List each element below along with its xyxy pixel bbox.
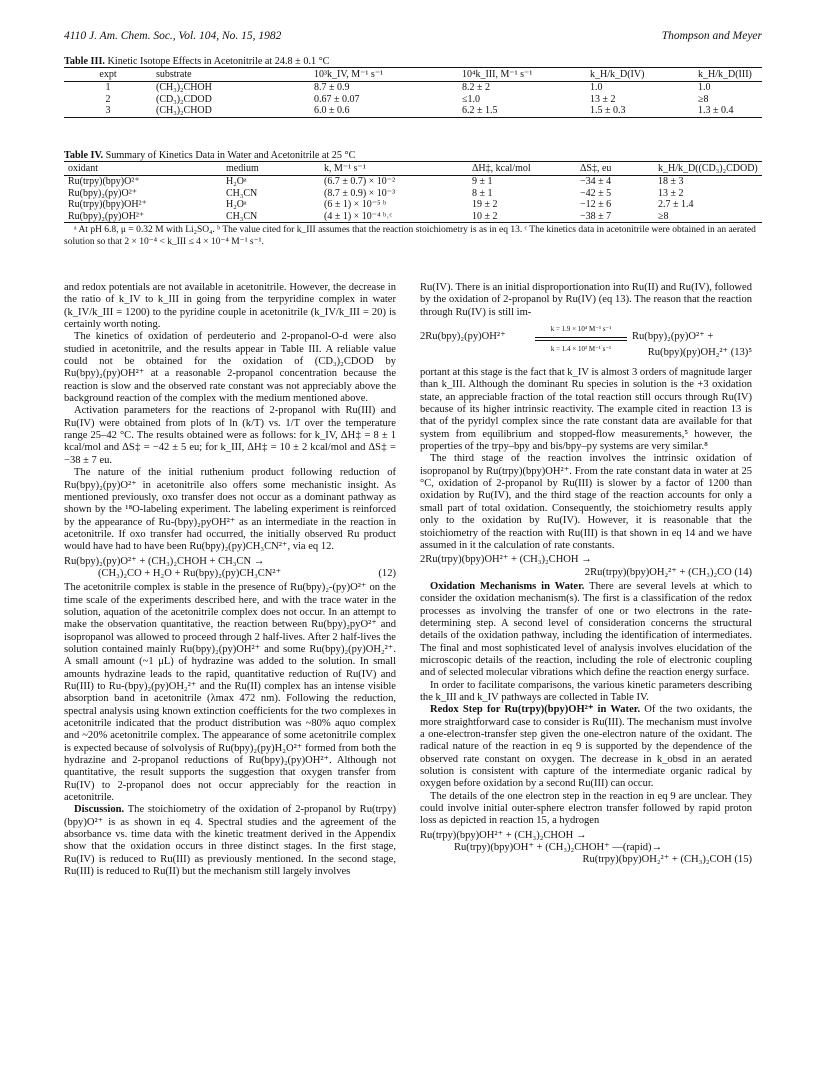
col-header: k_H/k_D(IV) (586, 68, 694, 82)
paragraph: The kinetics of oxidation of perdeuterio and 2-propanol-O-d were also studied in acetonitrile, and the results appear in Table III. A reliable value could not be obtained for the oxidation of (CD₃)₂CDOD by Ru(bpy)₂(py)OH²⁺ at a reasonable 2-propanol concentration because the reaction is slow and the observed rate constant was not appreciably above the background reaction of the complex with the medium mentioned above. (64, 331, 396, 405)
col-header: k_H/k_D(III) (694, 68, 762, 82)
col-header: k, M⁻¹ s⁻¹ (320, 162, 468, 176)
table-row: Ru(bpy)₂(py)OH²⁺ CH₃CN (4 ± 1) × 10⁻⁴ ᵇ˒ᶜ 10 ± 2 −38 ± 7 ≥8 (64, 211, 762, 223)
section-heading: Discussion. (74, 804, 125, 816)
equation-14: 2Ru(trpy)(bpy)OH²⁺ + (CH₃)₂CHOH → 2Ru(trpy)(bpy)OH₂²⁺ + (CH₃)₂CO (14) (420, 554, 752, 578)
equation-15: Ru(trpy)(bpy)OH²⁺ + (CH₃)₂CHOH → Ru(trpy)(bpy)OH⁺ + (CH₃)₂CHOH⁺ —(rapid)→ Ru(trpy)(bpy)OH₂²⁺ + (CH₃)₂COH (15) (420, 829, 752, 866)
paragraph: In order to facilitate comparisons, the various kinetic parameters describing the k_III and k_IV pathways are collected in Table IV. (420, 679, 752, 703)
section-heading: Redox Step for Ru(trpy)(bpy)OH²⁺ in Water. (430, 704, 641, 716)
paragraph: Oxidation Mechanisms in Water. There are several levels at which to consider the oxidation mechanism(s). The first is a classification of the redox processes as involving the transfer of one or two electrons in the rate-determining step. A second level of consideration concerns the structural details of the oxidation pathway, including the identification of intermediates. The final and most sophisticated level of analysis involves elucidation of the microscopic details of the reaction, including the role of electronic coupling and of selected molecular vibrations which define the reaction energy surface. (420, 580, 752, 679)
table-row: Ru(trpy)(bpy)O²⁺ H₂Oᵃ (6.7 ± 0.7) × 10⁻² 9 ± 1 −34 ± 4 18 ± 3 (68, 176, 684, 187)
col-header: expt (64, 68, 152, 82)
table-iv (64, 150, 762, 248)
table-row: Ru(bpy)₂(py)O²⁺ CH₃CN (8.7 ± 0.9) × 10⁻³ 8 ± 1 −42 ± 5 13 ± 2 (68, 187, 684, 199)
col-header: 10³k_IV, M⁻¹ s⁻¹ (310, 68, 458, 82)
paragraph: The nature of the initial ruthenium product following reduction of Ru(bpy)₂(py)O²⁺ in acetonitrile also offers some mechanistic insight. As mentioned previously, oxo transfer does not occur as a dominant pathway as shown by the ¹⁸O-labeling experiment. The labeling experiment is reinforced by the appearance of Ru-(bpy)₂pyOH²⁺ as an intermediate in the reaction in acetonitrile. If oxo transfer had occurred, the initially observed Ru product would have had to have been Ru(bpy)₂(py)CH₃CN²⁺, via eq 12. (64, 467, 396, 553)
paragraph: The details of the one electron step in the reaction in eq 9 are unclear. They could involve initial outer-sphere electron transfer followed by rapid proton loss as depicted in reaction 15, a hydrogen (420, 790, 752, 827)
paragraph: Redox Step for Ru(trpy)(bpy)OH²⁺ in Water. Of the two oxidants, the more straightforward case to consider is Ru(III). The mechanism must involve a one-electron-transfer step given the one-electron nature of the oxidant. The radical nature of the reaction in eq 9 is supported by the dependence of the observed rate constant on oxygen. The decrease in k_obsd in an aerated solution is consistent with capture of the intermediate organic radical by oxygen before oxidation by a second Ru(III) can occur. (420, 704, 752, 790)
equation-13: 2Ru(bpy)₂(py)OH²⁺ k = 1.9 × 10⁴ M⁻¹ s⁻¹ k = 1.4 × 10³ M⁻¹ s⁻¹ Ru(bpy)₂(py)O²⁺ + Ru(bpy)(py)OH₂²⁺ (13)⁵ (420, 325, 752, 359)
paragraph: Ru(IV). There is an initial disproportionation into Ru(II) and Ru(IV), followed by the oxidation of 2-propanol by Ru(IV) (eq 13). The reason that the reaction through Ru(IV) is still im- (420, 282, 752, 318)
table-iii-grid (64, 67, 762, 118)
equation-12: Ru(bpy)₂(py)O²⁺ + (CH₃)₂CHOH + CH₃CN → (CH₃)₂CO + H₂O + Ru(bpy)₂(py)CH₃CN²⁺ (12) (64, 555, 396, 579)
col-header: ΔS‡, eu (576, 162, 654, 176)
paragraph: The third stage of the reaction involves the intrinsic oxidation of isopropanol by Ru(trpy)(bpy)OH²⁺. From the rate constant data in water at 25 °C, oxidation of 2-propanol by Ru(III) is slower by a factor of 1200 than oxidation by Ru(IV), and the third stage of the reaction accounts for only a small part of total oxidation. Consequently, the stoichiometry results apply only to the oxidation by Ru(IV). However, it is reasonable that the stoichiometry of the reaction with Ru(III) is that shown in eq 14 and we have assumed in it the calculation of rate constants. (420, 453, 752, 551)
header-left: 4110 J. Am. Chem. Soc., Vol. 104, No. 15, 1982 (64, 30, 282, 42)
paragraph: Activation parameters for the reactions of 2-propanol with Ru(III) and Ru(IV) were obtained from plots of ln (k/T) vs. 1/T over the temperature range 25–42 °C. The results obtained were as follows: for k_IV, ΔH‡ = 8 ± 1 kcal/mol and ΔS‡ = −42 ± 5 eu; for k_III, ΔH‡ = 10 ± 2 kcal/mol and ΔS‡ = −38 ± 7 eu. (64, 405, 396, 466)
col-header: oxidant (64, 162, 222, 176)
col-header: ΔH‡, kcal/mol (468, 162, 576, 176)
paragraph: The acetonitrile complex is stable in the presence of Ru(bpy)₂-(py)O²⁺ on the time scale of the experiments described here, and with the trace water in the solution, aquation of the acetonitrile complex does not occur. In an attempt to make the observation quantitative, the reaction between Ru(bpy)₂pyO²⁺ and isopropanol was allowed to proceed through 2 half-lives. After 2 half-lives the solution contained mainly Ru(bpy)₂(py)OH²⁺ and some Ru(bpy)₂(py)OH₂²⁺. A small amount (~1 μL) of hydrazine was added to the solution. In small amounts hydrazine leads to the rapid, quantitative reduction of Ru(IV) and Ru(III) to Ru-(bpy)₂(py)OH₂²⁺ and the Ru(II) complex has an intense visible absorption band in acetonitrile (λmax 472 nm). Following the reduction, spectral analysis using known extinction coefficients for the two complexes in acetonitrile indicated that the product distribution was ~80% aquo complex and ~20% acetonitrile complex. The appearance of some acetonitrile complex is expected because of solvolysis of Ru(bpy)₂(py)H₂O²⁺ formed from both the hydrazine and 2-propanol reductions of Ru(bpy)₂(py)OH²⁺. Although not quantitative, the result supports the suggestion that oxygen transfer from Ru(IV) to 2-propanol does not occur appreciably for the reaction in acetonitrile. (64, 582, 396, 804)
left-column (64, 282, 396, 879)
table-iv-caption: Table IV. Summary of Kinetics Data in Water and Acetonitrile at 25 °C (64, 150, 356, 161)
col-header: 10⁴k_III, M⁻¹ s⁻¹ (458, 68, 586, 82)
col-header: substrate (152, 68, 310, 82)
equilibrium-arrow: k = 1.9 × 10⁴ M⁻¹ s⁻¹ k = 1.4 × 10³ M⁻¹ s⁻¹ (535, 323, 627, 356)
header-right: Thompson and Meyer (661, 30, 762, 42)
running-header (64, 30, 762, 42)
table-row: 1 (CH₃)₂CHOH 8.7 ± 0.9 8.2 ± 2 1.0 1.0 (105, 82, 711, 93)
paragraph: portant at this stage is the fact that k_IV is almost 3 orders of magnitude larger than k_III. Although the dominant Ru species in solution is the +3 oxidation state, an appreciable fraction of the total reaction still occurs through Ru(IV) because of its higher intrinsic reactivity. The example cited in reaction 13 is that of the pyridyl complex since the rate constant data are available for that system from equilibrium and stopped-flow measurements,⁵ however, the properties of the trpy–bpy and bis/bpy–py systems are very similar.⁸ (420, 367, 752, 453)
right-column (420, 282, 752, 869)
col-header: medium (222, 162, 320, 176)
col-header: k_H/k_D((CD₃)₂CDOD) (654, 162, 762, 176)
table-iv-footnote: ᵃ At pH 6.8, μ = 0.32 M with Li₂SO₄. ᵇ The value cited for k_III assumes that the reaction stoichiometry is as in eq 13. ᶜ The kinetics data in acetonitrile were obtained in an aerated solution so that 2 × 10⁻⁴ < k_III ≤ 4 × 10⁻⁴ M⁻¹ s⁻¹. (64, 225, 756, 247)
table-iv-grid (64, 161, 762, 223)
table-row: 2 (CD₃)₂CDOD 0.67 ± 0.07 ≤1.0 13 ± 2 ≥8 (105, 93, 709, 105)
paragraph: and redox potentials are not available in acetonitrile. However, the decrease in the ratio of k_IV to k_III in going from the terpyridine complex in water (k_IV/k_III = 1200) to the pyridine couple in acetonitrile (k_IV/k_III = 20) is certainly worth noting. (64, 282, 396, 331)
section-heading: Oxidation Mechanisms in Water. (430, 580, 585, 592)
table-iii-caption: Table III. Kinetic Isotope Effects in Acetonitrile at 24.8 ± 0.1 °C (64, 56, 330, 67)
table-row: Ru(trpy)(bpy)OH²⁺ H₂Oᵃ (6 ± 1) × 10⁻⁵ ᵇ 19 ± 2 −12 ± 6 2.7 ± 1.4 (68, 199, 694, 210)
table-row: 3 (CH₃)₂CHOD 6.0 ± 0.6 6.2 ± 1.5 1.5 ± 0.3 1.3 ± 0.4 (64, 105, 762, 117)
paragraph: Discussion. The stoichiometry of the oxidation of 2-propanol by Ru(trpy)(bpy)O²⁺ is as shown in eq 4. Spectral studies and the agreement of the absorbance vs. time data with the kinetic treatment derived in the Appendix show that the oxidation occurs in three distinct stages. In the first stage, Ru(IV) is reduced to Ru(III) as previously mentioned. In the second stage, Ru(III) is reduced to Ru(II) but the mechanism still largely involves (64, 804, 396, 878)
table-iii (64, 56, 762, 118)
